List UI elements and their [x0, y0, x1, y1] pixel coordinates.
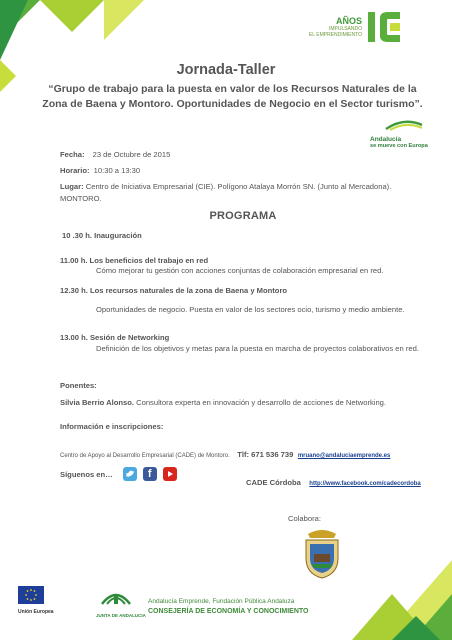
anniversary-sub1: IMPULSANDO — [328, 26, 362, 32]
cade-cordoba-label: CADE Córdoba — [246, 478, 301, 487]
eu-label: Unión Europea — [18, 609, 54, 615]
footer-line1: Andalucía Emprende, Fundación Pública Andaluza — [148, 598, 295, 605]
ponentes-row — [60, 398, 386, 407]
ten-years-icon — [366, 10, 404, 44]
anniversary-logo — [309, 10, 404, 44]
ponente-description: Consultora experta en innovación y desarrollo de acciones de Networking. — [136, 398, 387, 407]
footer-line2: CONSEJERÍA DE ECONOMÍA Y CONOCIMIENTO — [148, 608, 309, 615]
andalucia-logo-line1: Andalucía — [370, 136, 402, 143]
lugar-row — [60, 181, 410, 205]
fecha-label: Fecha: — [60, 150, 85, 159]
horario-label: Horario: — [60, 166, 90, 175]
anniversary-sub2: EL EMPRENDIMIENTO — [308, 32, 362, 38]
junta-andalucia-icon — [99, 584, 133, 608]
footer-text — [148, 598, 309, 615]
program-item-3-detail: Oportunidades de negocio. Puesta en valor de los sectores ocio, turismo y medio ambiente. — [96, 305, 405, 314]
andalucia-stripes-icon — [384, 119, 424, 131]
social-row — [60, 467, 177, 481]
inscripciones-label: Información e inscripciones: — [60, 422, 164, 431]
ponente-name: Silvia Berrio Alonso. — [60, 398, 134, 407]
junta-label: JUNTA DE ANDALUCIA — [96, 613, 146, 618]
telephone: Tlf: 671 536 739 — [237, 450, 294, 459]
program-item-2-heading: 11.00 h. Los beneficios del trabajo en red — [60, 256, 209, 265]
eu-flag-icon — [18, 586, 44, 604]
siguenos-label: Síguenos en… — [60, 469, 113, 479]
coat-of-arms-icon — [300, 528, 344, 580]
program-item-2-detail: Cómo mejorar tu gestión con acciones conjuntas de colaboración empresarial en red. — [96, 266, 384, 275]
cade-facebook-link[interactable]: http://www.facebook.com/cadecordoba — [309, 481, 421, 487]
fecha-value: 23 de Octubre de 2015 — [92, 150, 171, 159]
horario-value: 10:30 a 13:30 — [93, 166, 141, 175]
event-subtitle: “Grupo de trabajo para la puesta en valor de los Recursos Naturales de la Zona de Baena y Montoro. Oportunidades de Negocio en el Sector turismo”. — [42, 83, 423, 110]
youtube-icon[interactable] — [163, 467, 177, 481]
page-title: Jornada-Taller — [176, 62, 276, 78]
junta-logo — [96, 584, 146, 618]
cade-montoro-text: Centro de Apoyo al Desarrollo Empresarial (CADE) de Montoro. — [60, 453, 230, 459]
andalucia-logo-line2: se mueve con Europa — [370, 143, 428, 149]
horario-row — [60, 166, 140, 175]
program-item-4-heading: 13.00 h. Sesión de Networking — [60, 333, 170, 342]
cade-cordoba-row — [246, 472, 421, 490]
programa-title: PROGRAMA — [209, 210, 277, 222]
inscripciones-row — [60, 444, 390, 462]
anniversary-label: AÑOS — [335, 16, 362, 26]
facebook-icon[interactable]: f — [143, 467, 157, 481]
program-item-1-heading: 10 .30 h. Inauguración — [62, 231, 142, 240]
fecha-row — [60, 150, 170, 159]
ponentes-label: Ponentes: — [60, 381, 97, 390]
program-item-3-heading: 12.30 h. Los recursos naturales de la zona de Baena y Montoro — [60, 286, 288, 295]
lugar-label: Lugar: — [60, 182, 84, 191]
lugar-value: Centro de Iniciativa Empresarial (CIE). Polígono Atalaya Morrón SN. (Junto al Mercadona). MONTORO. — [60, 182, 392, 203]
colabora-label: Colabora: — [288, 514, 321, 523]
email-link[interactable]: mruano@andaluciaemprende.es — [297, 453, 391, 459]
twitter-icon[interactable] — [123, 467, 137, 481]
eu-logo — [18, 586, 54, 615]
program-item-4-detail: Definición de los objetivos y metas para la puesta en marcha de proyectos colaborativos en red. — [96, 344, 419, 353]
andalucia-europa-logo — [370, 118, 432, 149]
